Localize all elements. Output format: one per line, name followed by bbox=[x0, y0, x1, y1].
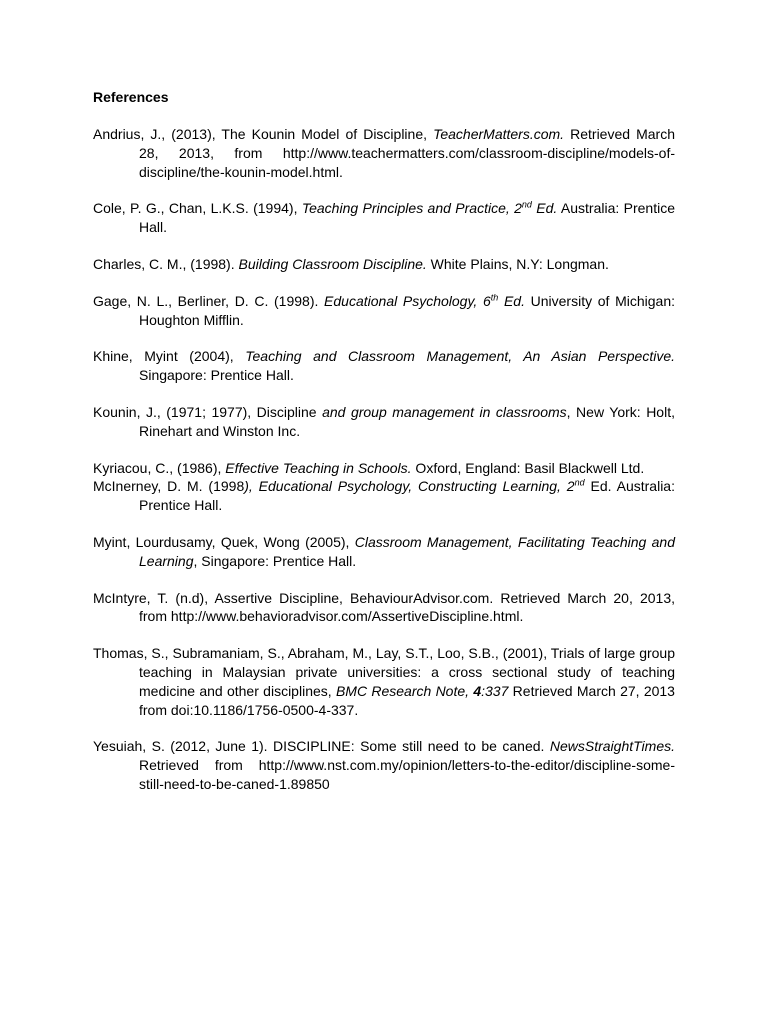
reference-entry: Kyriacou, C., (1986), Effective Teaching in Schools. Oxford, England: Basil Blackwell Ltd. bbox=[93, 459, 645, 476]
reference-entry: Gage, N. L., Berliner, D. C. (1998). Educational Psychology, 6th Ed. University of Michigan: Houghton Mifflin. bbox=[93, 292, 675, 328]
reference-entry: Khine, Myint (2004), Teaching and Classroom Management, An Asian Perspective. Singapore: Prentice Hall. bbox=[93, 348, 676, 384]
reference-entry: Kounin, J., (1971; 1977), Discipline and group management in classrooms, New York: Holt, Rinehart and Winston Inc. bbox=[93, 403, 675, 439]
reference-entry: Charles, C. M., (1998). Building Classroom Discipline. White Plains, N.Y: Longman. bbox=[93, 255, 609, 272]
reference-entry: Andrius, J., (2013), The Kounin Model of Discipline, TeacherMatters.com. Retrieved March 28, 2013, from http://www.teachermatters.com/classroom-discipline/models-of-discipline/the-kounin-model.html. bbox=[93, 126, 676, 180]
reference-entry: McInerney, D. M. (1998), Educational Psychology, Constructing Learning, 2nd Ed. Australia: Prentice Hall. bbox=[93, 477, 675, 514]
reference-entry: McIntyre, T. (n.d), Assertive Discipline, BehaviourAdvisor.com. Retrieved March 20, 2013, from http://www.behavioradvisor.com/AssertiveDiscipline.html. bbox=[93, 589, 675, 625]
reference-entry: Cole, P. G., Chan, L.K.S. (1994), Teaching Principles and Practice, 2nd Ed. Australia: Prentice Hall. bbox=[93, 199, 675, 236]
reference-entry: Yesuiah, S. (2012, June 1). DISCIPLINE: Some still need to be caned. NewsStraightTimes. Retrieved from http://www.nst.com.my/opinion/letters-to-the-editor/discipline-some-still-need-to-be-caned-1.89850 bbox=[93, 738, 675, 792]
reference-entry: Thomas, S., Subramaniam, S., Abraham, M., Lay, S.T., Loo, S.B., (2001), Trials of large group teaching in Malaysian private universities: a cross sectional study of teaching medicine and other disciplines, BMC Research Note, 4:337 Retrieved March 27, 2013 from doi:10.1186/1756-0500-4-337. bbox=[93, 645, 675, 718]
references-heading: References bbox=[93, 89, 169, 105]
references-page bbox=[93, 88, 675, 812]
reference-entry: Myint, Lourdusamy, Quek, Wong (2005), Classroom Management, Facilitating Teaching and Learning, Singapore: Prentice Hall. bbox=[93, 533, 675, 569]
